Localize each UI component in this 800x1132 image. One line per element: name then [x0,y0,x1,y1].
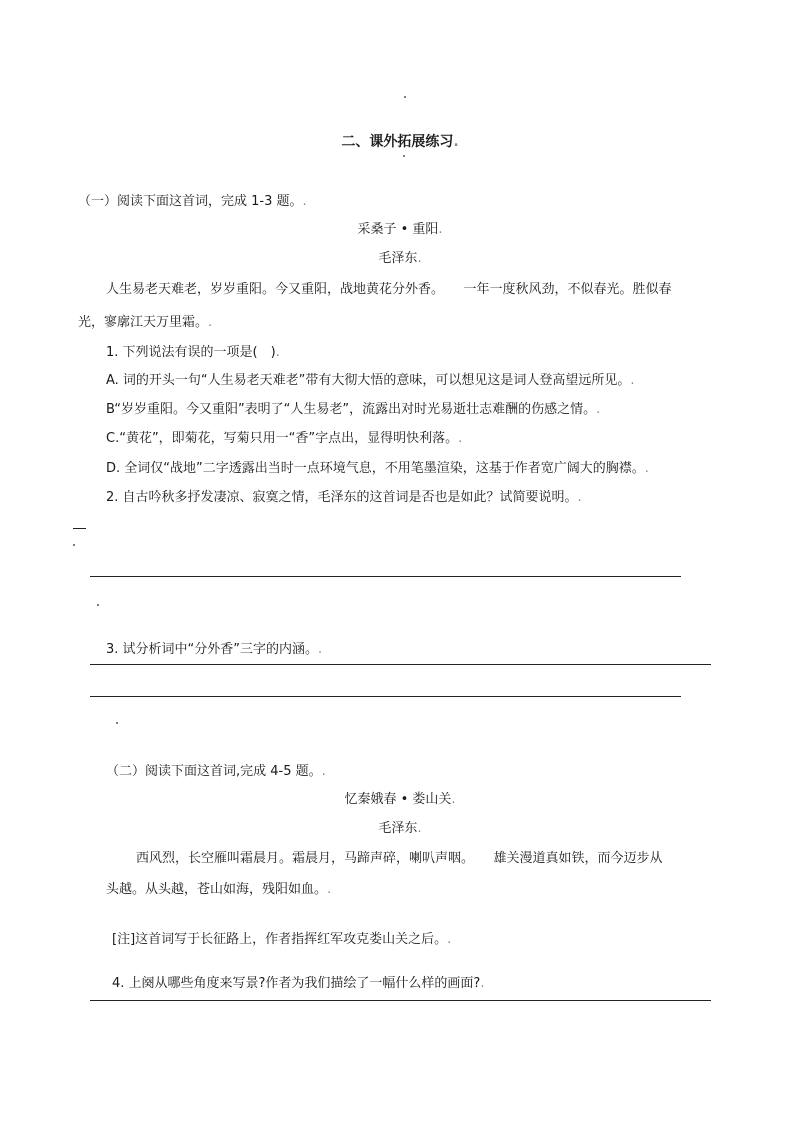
answer-line[interactable] [90,696,681,697]
poem2-line2: 头越。从头越，苍山如海，残阳如血。. [106,882,332,897]
question-3: 3. 试分析词中“分外香”三字的内涵。. [106,642,323,657]
part1-heading: （一）阅读下面这首词，完成 1-3 题。. [78,194,307,209]
option-c: C.“黄花”，即菊花，写菊只用一“香”字点出，显得明快利落。. [106,431,463,446]
option-d: D. 全词仅“战地”二字透露出当时一点环境气息，不用笔墨渲染，这基于作者宽广阔大的胸襟。. [106,461,649,476]
question-2: 2. 自古吟秋多抒发凄凉、寂寞之情，毛泽东的这首词是否也是如此？试简要说明。. [106,490,582,505]
poem2-line1: 西风烈，长空雁叫霜晨月。霜晨月，马蹄声碎，喇叭声咽。 雄关漫道真如铁，而今迈步从 [136,851,663,866]
part2-heading: （二）阅读下面这首词,完成 4-5 题。. [106,764,326,779]
question-4: 4. 上阕从哪些角度来写景?作者为我们描绘了一幅什么样的画面?. [112,976,485,991]
poem1-line2: 光，寥廓江天万里霜。. [78,315,213,330]
question-1: 1. 下列说法有误的一项是( ). [106,345,280,360]
answer-line[interactable] [90,664,711,665]
scan-dot [73,544,75,546]
answer-line[interactable] [90,1000,711,1001]
poem1-author: 毛泽东. [378,251,422,266]
poem2-title: 忆秦娥春 • 娄山关. [344,792,456,807]
poem2-author: 毛泽东. [378,821,422,836]
option-b: B“岁岁重阳。今又重阳”表明了“人生易老”，流露出对时光易逝壮志难酬的伤感之情。. [106,402,601,417]
poem1-title: 采桑子 • 重阳. [357,222,443,237]
answer-line[interactable] [90,576,681,577]
option-a: A. 词的开头一句“人生易老天难老”带有大彻大悟的意味，可以想见这是词人登高望远所见。. [106,373,635,388]
scan-dot [116,722,118,724]
scan-dot [404,96,406,98]
scan-dot [403,155,405,157]
note: [注]这首词写于长征路上，作者指挥红军攻克娄山关之后。. [112,932,452,947]
poem1-line1: 人生易老天难老，岁岁重阳。今又重阳，战地黄花分外香。 一年一度秋风劲，不似春光。胜似春 [106,282,672,297]
scan-dot [97,604,99,606]
section-title: 二、课外拓展练习. [341,134,459,150]
answer-dash [73,528,86,529]
